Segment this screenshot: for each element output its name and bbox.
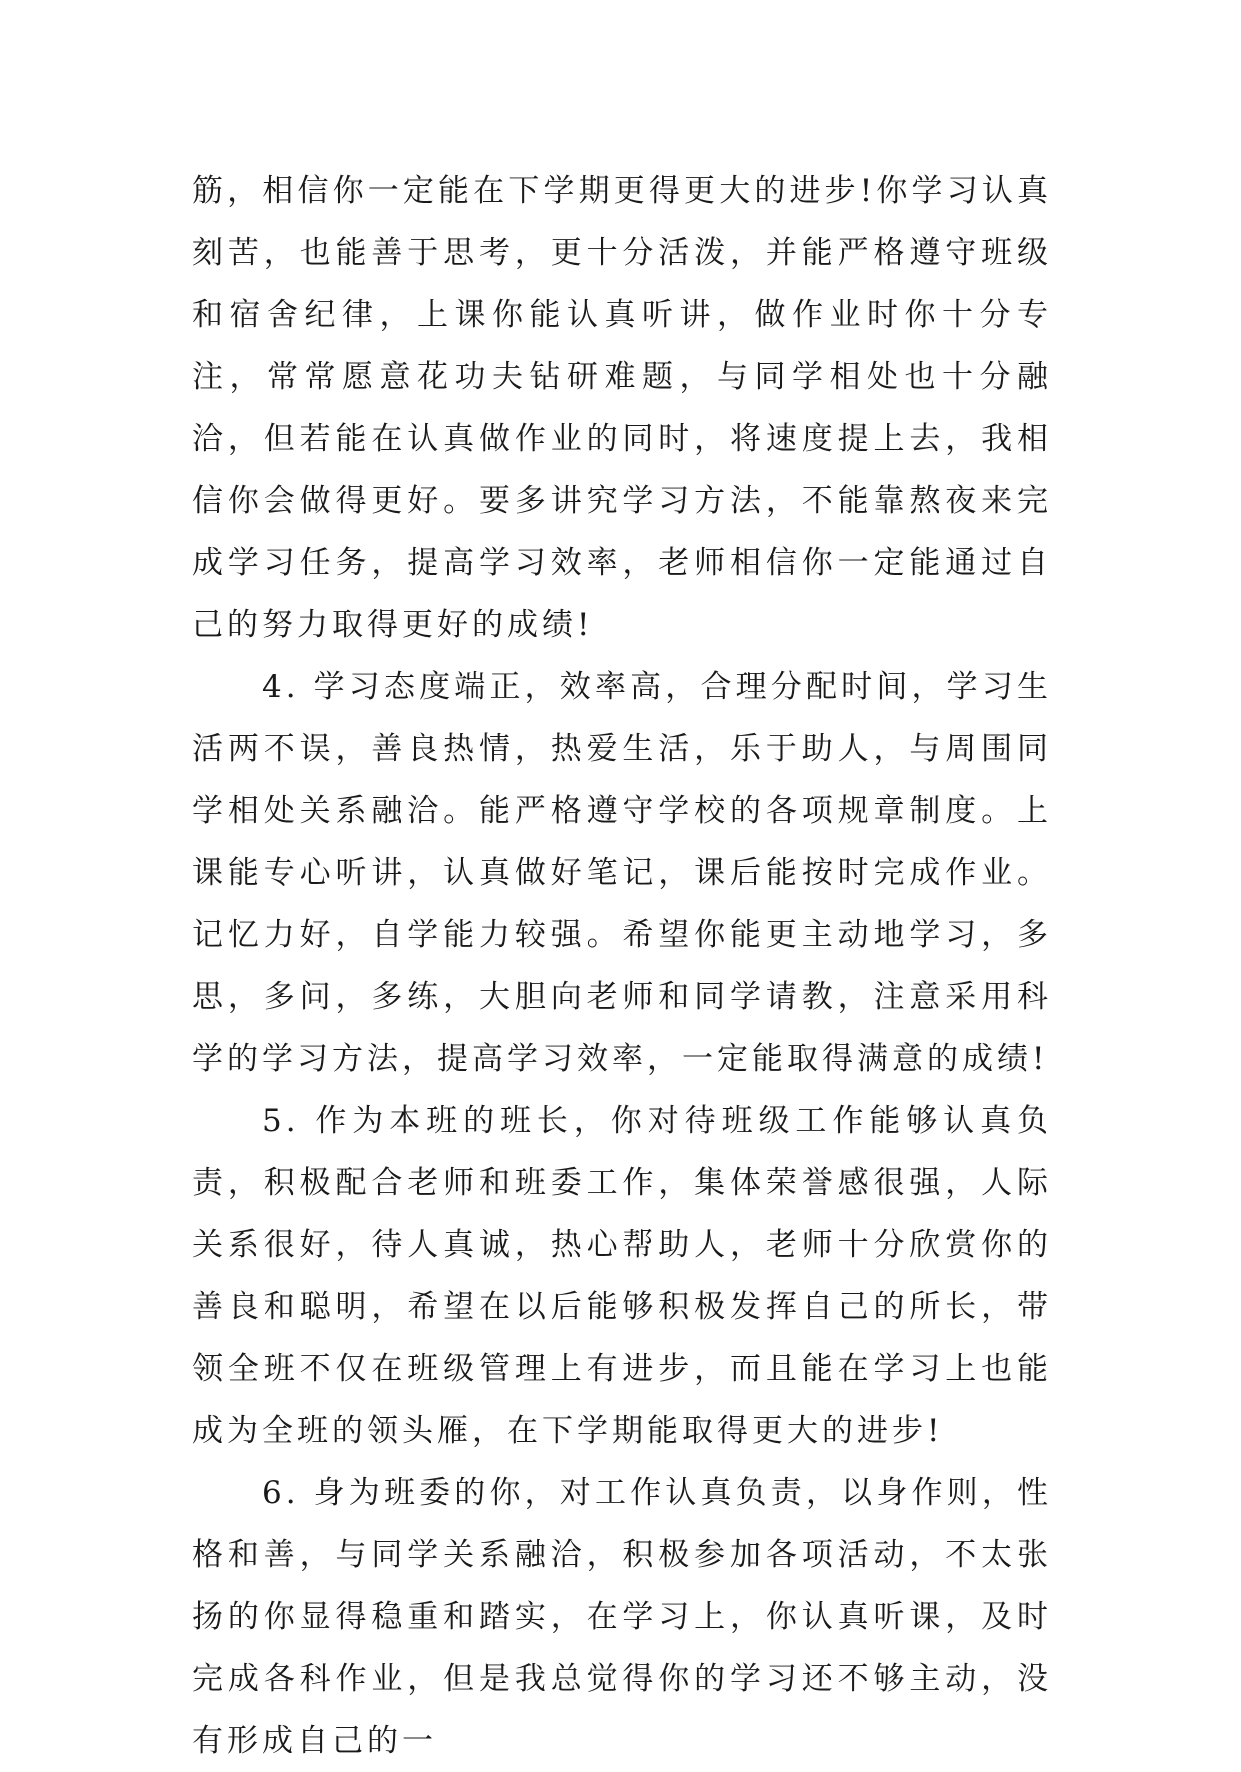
paragraph-continuation: 筋，相信你一定能在下学期更得更大的进步!你学习认真刻苦，也能善于思考，更十分活泼，并能严格遵守班级和宿舍纪律，上课你能认真听讲，做作业时你十分专注，常常愿意花功夫钻研难题，与同学相处也十分融洽，但若能在认真做作业的同时，将速度提上去，我相信你会做得更好。要多讲究学习方法，不能靠熬夜来完成学习任务，提高学习效率，老师相信你一定能通过自己的努力取得更好的成绩! <box>192 173 1052 643</box>
paragraph-item-6: 6. 身为班委的你，对工作认真负责，以身作则，性格和善，与同学关系融洽，积极参加各项活动，不太张扬的你显得稳重和踏实，在学习上，你认真听课，及时完成各科作业，但是我总觉得你的学习还不够主动，没有形成自己的一 <box>192 1475 1052 1759</box>
paragraph-item-5: 5. 作为本班的班长，你对待班级工作能够认真负责，积极配合老师和班委工作，集体荣誉感很强，人际关系很好，待人真诚，热心帮助人，老师十分欣赏你的善良和聪明，希望在以后能够积极发挥自己的所长，带领全班不仅在班级管理上有进步，而且能在学习上也能成为全班的领头雁，在下学期能取得更大的进步! <box>192 1103 1052 1449</box>
paragraph-item-4: 4. 学习态度端正，效率高，合理分配时间，学习生活两不误，善良热情，热爱生活，乐于助人，与周围同学相处关系融洽。能严格遵守学校的各项规章制度。上课能专心听讲，认真做好笔记，课后能按时完成作业。记忆力好，自学能力较强。希望你能更主动地学习，多思，多问，多练，大胆向老师和同学请教，注意采用科学的学习方法，提高学习效率，一定能取得满意的成绩! <box>192 669 1052 1077</box>
document-body <box>192 160 1052 1772</box>
